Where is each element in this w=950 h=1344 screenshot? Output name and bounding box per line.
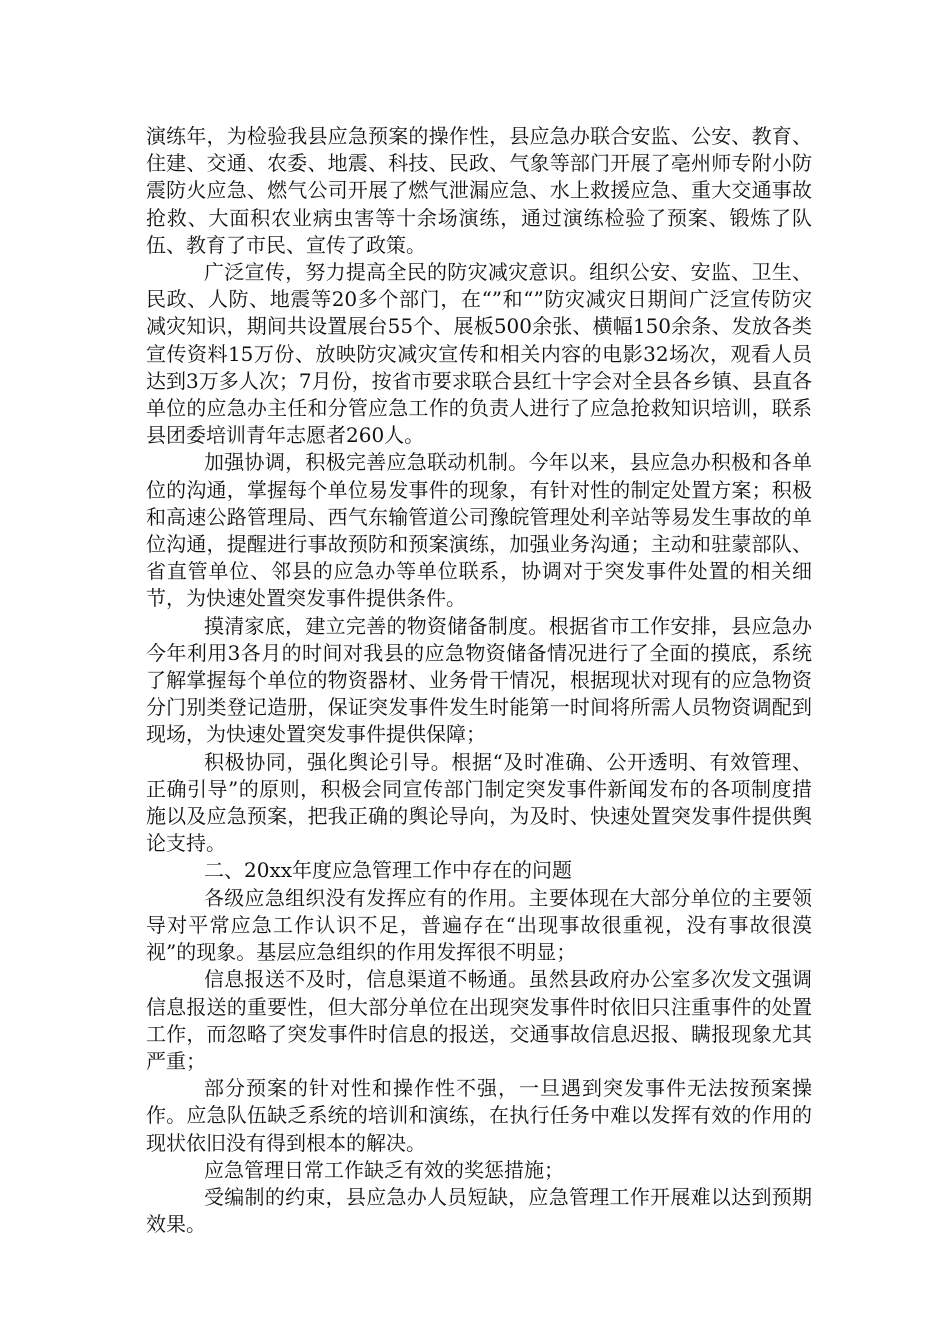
paragraph-information-reporting: 信息报送不及时，信息渠道不畅通。虽然县政府办公室多次发文强调信息报送的重要性，但大部分单位在出现突发事件时依旧只注重事件的处置工作，而忽略了突发事件时信息的报送，交通事故信息迟报、瞒报现象尤其严重； [146,967,812,1073]
paragraph-public-opinion: 积极协同，强化舆论引导。根据“及时准确、公开透明、有效管理、正确引导”的原则，积极会同宣传部门制定突发事件新闻发布的各项制度措施以及应急预案，把我正确的舆论导向，为及时、快速处置突发事件提供舆论支持。 [146,749,812,856]
paragraph-drill-summary: 演练年，为检验我县应急预案的操作性，县应急办联合安监、公安、教育、住建、交通、农委、地震、科技、民政、气象等部门开展了亳州师专附小防震防火应急、燃气公司开展了燃气泄漏应急、水上救援应急、重大交通事故抢救、大面积农业病虫害等十余场演练，通过演练检验了预案、锻炼了队伍、教育了市民、宣传了政策。 [146,124,812,257]
paragraph-plan-operability: 部分预案的针对性和操作性不强，一旦遇到突发事件无法按预案操作。应急队伍缺乏系统的培训和演练，在执行任务中难以发挥有效的作用的现状依旧没有得到根本的解决。 [146,1076,812,1155]
paragraph-publicity: 广泛宣传，努力提高全民的防灾减灾意识。组织公安、安监、卫生、民政、人防、地震等20多个部门，在“”和“”防灾减灾日期间广泛宣传防灾减灾知识，期间共设置展台55个、展板500余张、横幅150余条、发放各类宣传资料15万份、放映防灾减灾宣传和相关内容的电影32场次，观看人员达到3万多人次；7月份，按省市要求联合县红十字会对全县各乡镇、县直各单位的应急办主任和分管应急工作的负责人进行了应急抢救知识培训，联系县团委培训青年志愿者260人。 [146,260,812,448]
section-heading-problems: 二、20xx年度应急管理工作中存在的问题 [204,858,573,883]
paragraph-organization-role: 各级应急组织没有发挥应有的作用。主要体现在大部分单位的主要领导对平常应急工作认识不足，普遍存在“出现事故很重视，没有事故很漠视”的现象。基层应急组织的作用发挥很不明显； [146,885,812,965]
paragraph-incentives: 应急管理日常工作缺乏有效的奖惩措施； [204,1157,564,1182]
paragraph-staffing: 受编制的约束，县应急办人员短缺，应急管理工作开展难以达到预期效果。 [146,1184,812,1237]
paragraph-materials-reserve: 摸清家底，建立完善的物资储备制度。根据省市工作安排，县应急办今年利用3各月的时间对我县的应急物资储备情况进行了全面的摸底，系统了解掌握每个单位的物资器材、业务骨干情况，根据现状对现有的应急物资分门别类登记造册，保证突发事件发生时能第一时间将所需人员物资调配到现场，为快速处置突发事件提供保障； [146,613,812,747]
paragraph-coordination: 加强协调，积极完善应急联动机制。今年以来，县应急办积极和各单位的沟通，掌握每个单位易发事件的现象，有针对性的制定处置方案；积极和高速公路管理局、西气东输管道公司豫皖管理处利辛站等易发生事故的单位沟通，提醒进行事故预防和预案演练，加强业务沟通；主动和驻蒙部队、省直管单位、邻县的应急办等单位联系，协调对于突发事件处置的相关细节，为快速处置突发事件提供条件。 [146,450,812,611]
document-body [146,123,812,1238]
